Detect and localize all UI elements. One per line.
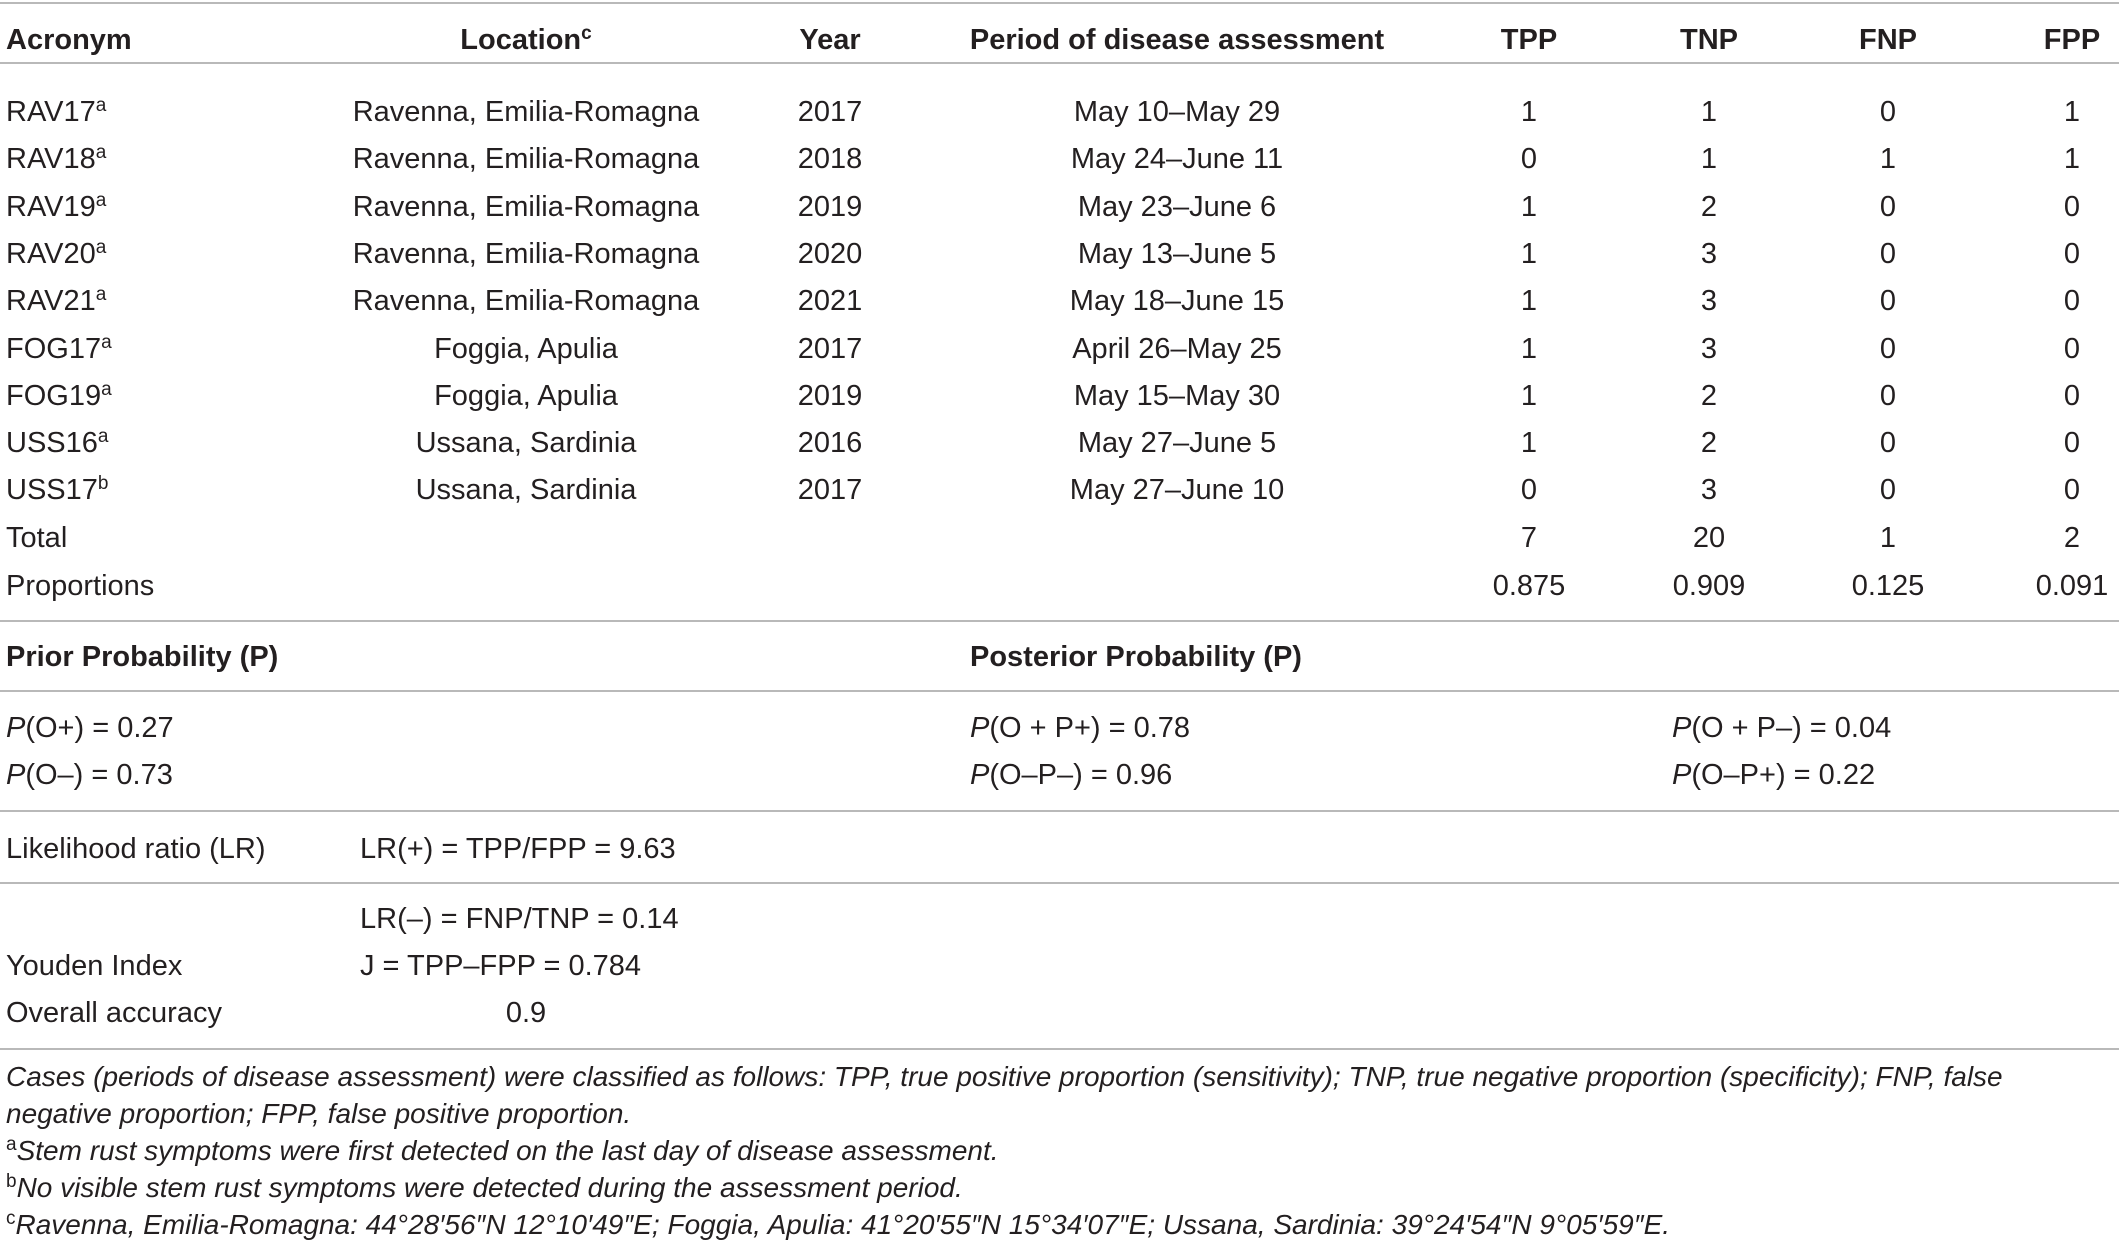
cell-tpp: 1 (1520, 238, 1538, 270)
footnote-b (6, 1169, 2111, 1206)
cell-tpp: 1 (1520, 191, 1538, 223)
cell-tnp: 2 (1700, 427, 1718, 459)
acronym-footnote-mark: a (97, 426, 109, 447)
rule-footnotes (0, 1048, 2119, 1050)
cell-fpp: 0 (2063, 238, 2081, 270)
cell-tpp: 1 (1520, 285, 1538, 317)
prior-o-minus (6, 758, 173, 792)
cell-location: Ravenna, Emilia-Romagna (352, 96, 700, 128)
cell-tnp: 3 (1700, 285, 1718, 317)
cell-acronym (6, 142, 106, 176)
proportions-fpp: 0.091 (2035, 570, 2109, 602)
cell-fnp: 0 (1879, 191, 1897, 223)
cell-year: 2017 (797, 96, 863, 128)
header-period: Period of disease assessment (969, 24, 1385, 56)
rule-prob-end (0, 810, 2119, 812)
cell-period: May 10–May 29 (1073, 96, 1281, 128)
cell-acronym (6, 332, 112, 366)
cell-acronym (6, 379, 112, 413)
cell-acronym (6, 426, 108, 460)
cell-fnp: 0 (1879, 427, 1897, 459)
proportions-tpp: 0.875 (1492, 570, 1566, 602)
total-label: Total (6, 522, 68, 554)
header-fpp: FPP (2043, 24, 2101, 56)
cell-fpp: 0 (2063, 333, 2081, 365)
prior-o-minus-expr: (O–) = 0.73 (25, 759, 173, 791)
proportions-tnp: 0.909 (1672, 570, 1746, 602)
acronym-footnote-mark: a (95, 142, 107, 163)
cell-acronym (6, 190, 106, 224)
acronym-text: USS17 (6, 474, 98, 506)
cell-tnp: 3 (1700, 238, 1718, 270)
footnote-c (6, 1206, 2111, 1243)
lr-label: Likelihood ratio (LR) (6, 833, 266, 865)
cell-tnp: 1 (1700, 96, 1718, 128)
cell-tpp: 1 (1520, 427, 1538, 459)
total-fnp: 1 (1879, 522, 1897, 554)
proportions-fnp: 0.125 (1851, 570, 1925, 602)
cell-fpp: 0 (2063, 474, 2081, 506)
posterior-right-2-expr: (O–P+) = 0.22 (1691, 759, 1876, 791)
cell-acronym (6, 237, 106, 271)
header-year: Year (799, 24, 861, 56)
cell-location: Foggia, Apulia (434, 380, 618, 412)
posterior-left-1-p: P (970, 712, 990, 744)
posterior-right-1-expr: (O + P–) = 0.04 (1691, 712, 1892, 744)
cell-year: 2019 (797, 380, 863, 412)
footnote-cases: Cases (periods of disease assessment) were classified as follows: TPP, true positive proportion (sensitivity); TNP, true negative proportion (specificity); FNP, false negative proportion; FPP, false positive proportion. (6, 1061, 2003, 1129)
cell-fnp: 1 (1879, 143, 1897, 175)
cell-period: May 24–June 11 (1070, 143, 1284, 175)
posterior-heading: Posterior Probability (P) (970, 641, 1302, 673)
cell-year: 2021 (797, 285, 863, 317)
cell-tpp: 1 (1520, 380, 1538, 412)
cell-period: May 13–June 5 (1077, 238, 1277, 270)
cell-period: April 26–May 25 (1072, 333, 1282, 365)
cell-location: Ussana, Sardinia (415, 427, 637, 459)
prior-o-plus-expr: (O+) = 0.27 (25, 712, 174, 744)
footnote-a-mark: a (6, 1134, 17, 1155)
cell-tnp: 3 (1700, 333, 1718, 365)
posterior-o-plus-p-plus (970, 711, 1190, 745)
posterior-o-minus-p-plus (1672, 758, 1875, 792)
proportions-label: Proportions (6, 570, 155, 602)
acronym-footnote-mark: a (101, 332, 112, 353)
header-fnp: FNP (1859, 24, 1917, 56)
prior-heading: Prior Probability (P) (6, 641, 279, 673)
cell-tnp: 2 (1700, 191, 1718, 223)
acronym-text: FOG17 (6, 333, 102, 365)
total-fpp: 2 (2063, 522, 2081, 554)
header-location-text: Location (460, 24, 582, 56)
rule-lr (0, 882, 2119, 884)
header-location (460, 23, 591, 57)
cell-fpp: 0 (2063, 427, 2081, 459)
cell-fnp: 0 (1879, 380, 1897, 412)
cell-fpp: 1 (2063, 96, 2081, 128)
footnote-c-mark: c (6, 1208, 16, 1229)
cell-acronym (6, 95, 106, 129)
acronym-text: RAV20 (6, 238, 96, 270)
cell-fpp: 0 (2063, 191, 2081, 223)
acronym-text: RAV19 (6, 191, 96, 223)
acronym-text: RAV21 (6, 285, 96, 317)
cell-fnp: 0 (1879, 285, 1897, 317)
cell-fnp: 0 (1879, 333, 1897, 365)
total-tnp: 20 (1692, 522, 1726, 554)
rule-top (0, 2, 2119, 4)
acronym-footnote-mark: b (97, 473, 109, 494)
posterior-o-minus-p-minus (970, 758, 1172, 792)
cell-location: Ravenna, Emilia-Romagna (352, 191, 700, 223)
acronym-text: RAV17 (6, 96, 96, 128)
cell-tpp: 1 (1520, 333, 1538, 365)
cell-year: 2019 (797, 191, 863, 223)
posterior-o-plus-p-minus (1672, 711, 1891, 745)
header-location-sup: c (581, 23, 592, 44)
prior-o-plus (6, 711, 174, 745)
cell-year: 2017 (797, 333, 863, 365)
cell-period: May 23–June 6 (1077, 191, 1277, 223)
youden-value: J = TPP–FPP = 0.784 (360, 950, 642, 982)
footnote-a-text: Stem rust symptoms were first detected on the last day of disease assessment. (16, 1135, 999, 1166)
rule-table-end (0, 620, 2119, 622)
cell-year: 2018 (797, 143, 863, 175)
cell-fpp: 1 (2063, 143, 2081, 175)
youden-label: Youden Index (6, 950, 183, 982)
cell-acronym (6, 284, 106, 318)
acronym-text: USS16 (6, 427, 98, 459)
cell-year: 2017 (797, 474, 863, 506)
lr-positive: LR(+) = TPP/FPP = 9.63 (360, 833, 676, 865)
cell-year: 2016 (797, 427, 863, 459)
posterior-right-1-p: P (1672, 712, 1692, 744)
footnote-c-text: Ravenna, Emilia-Romagna: 44°28′56″N 12°10′49″E; Foggia, Apulia: 41°20′55″N 15°34′07″E; Ussana, Sardinia: 39°24′54″N 9°05′59″E. (15, 1209, 1671, 1240)
acronym-footnote-mark: a (95, 284, 107, 305)
rule-prob-header (0, 690, 2119, 692)
prior-o-minus-p: P (6, 759, 26, 791)
cell-fnp: 0 (1879, 96, 1897, 128)
header-tpp: TPP (1500, 24, 1558, 56)
acronym-footnote-mark: a (95, 95, 107, 116)
footnote-a (6, 1132, 2111, 1169)
prior-o-plus-p: P (6, 712, 26, 744)
accuracy-label: Overall accuracy (6, 997, 222, 1029)
cell-year: 2020 (797, 238, 863, 270)
cell-location: Ussana, Sardinia (415, 474, 637, 506)
cell-period: May 18–June 15 (1069, 285, 1285, 317)
cell-fnp: 0 (1879, 474, 1897, 506)
posterior-right-2-p: P (1672, 759, 1692, 791)
posterior-left-2-expr: (O–P–) = 0.96 (989, 759, 1173, 791)
cell-tnp: 2 (1700, 380, 1718, 412)
accuracy-value: 0.9 (505, 997, 547, 1029)
header-tnp: TNP (1680, 24, 1738, 56)
posterior-left-1-expr: (O + P+) = 0.78 (989, 712, 1191, 744)
cell-tnp: 1 (1700, 143, 1718, 175)
acronym-footnote-mark: a (95, 237, 107, 258)
cell-fnp: 0 (1879, 238, 1897, 270)
cell-tpp: 0 (1520, 143, 1538, 175)
cell-fpp: 0 (2063, 380, 2081, 412)
total-tpp: 7 (1520, 522, 1538, 554)
lr-negative: LR(–) = FNP/TNP = 0.14 (360, 903, 679, 935)
cell-location: Ravenna, Emilia-Romagna (352, 285, 700, 317)
cell-period: May 27–June 10 (1069, 474, 1285, 506)
cell-tpp: 0 (1520, 474, 1538, 506)
posterior-left-2-p: P (970, 759, 990, 791)
acronym-text: RAV18 (6, 143, 96, 175)
footnote-b-text: No visible stem rust symptoms were detected during the assessment period. (16, 1172, 963, 1203)
cell-period: May 15–May 30 (1073, 380, 1281, 412)
header-acronym: Acronym (6, 24, 132, 56)
acronym-footnote-mark: a (101, 379, 112, 400)
cell-location: Ravenna, Emilia-Romagna (352, 238, 700, 270)
acronym-text: FOG19 (6, 380, 102, 412)
cell-location: Ravenna, Emilia-Romagna (352, 143, 700, 175)
rule-header (0, 62, 2119, 64)
cell-fpp: 0 (2063, 285, 2081, 317)
cell-tnp: 3 (1700, 474, 1718, 506)
cell-tpp: 1 (1520, 96, 1538, 128)
cell-period: May 27–June 5 (1077, 427, 1277, 459)
acronym-footnote-mark: a (95, 190, 107, 211)
footnote-b-mark: b (6, 1171, 17, 1192)
cell-acronym (6, 473, 108, 507)
cell-location: Foggia, Apulia (434, 333, 618, 365)
